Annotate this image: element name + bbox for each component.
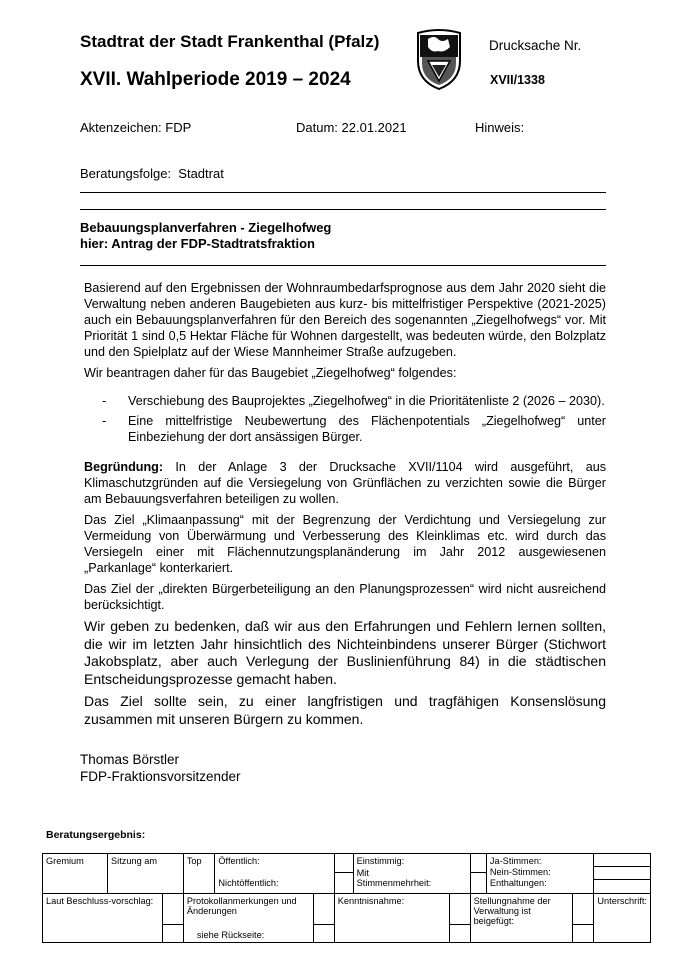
cell-top: Top [183, 854, 215, 894]
paragraph: Das Ziel sollte sein, zu einer langfristigen und tragfähigen Konsenslösung zusammen mit unseren Bürgern zu kommen. [84, 693, 606, 727]
cell-oeffentlich[interactable]: Öffentlich: Nichtöffentlich: [215, 854, 334, 894]
divider [80, 209, 606, 210]
cell-stellung[interactable]: Stellungnahme der Verwaltung ist beigefügt: [470, 894, 594, 943]
list-item: - Eine mittelfristige Neubewertung des Flächenpotentials „Ziegelhofweg“ unter Einbeziehung der dort ansässigen Bürger. [102, 414, 606, 444]
signer-role: FDP-Fraktionsvorsitzender [80, 769, 241, 784]
result-title: Beratungsergebnis: [46, 829, 146, 841]
doc-number: XVII/1338 [490, 73, 545, 87]
cell-protokoll[interactable]: Protokollanmerkungen und Änderungen siehe Rückseite: [183, 894, 334, 943]
cell-stimmen[interactable]: Ja-Stimmen: Nein-Stimmen: Enthaltungen: [486, 854, 593, 894]
signature [80, 751, 241, 785]
subject [80, 220, 331, 252]
body-text [84, 280, 606, 733]
list-item: - Verschiebung des Bauprojektes „Ziegelhofweg“ in die Prioritätenliste 2 (2026 – 2030). [102, 394, 605, 408]
doc-label: Drucksache Nr. [489, 38, 582, 53]
subject-line-2: hier: Antrag der FDP-Stadtratsfraktion [80, 236, 315, 251]
count-cell[interactable] [594, 854, 651, 894]
paragraph: Das Ziel „Klimaanpassung“ mit der Begrenzung der Verdichtung und Versiegelung zur Vermeidung von Überwärmung und Verbesserung des Kleinklimas etc. wird durch das Versiegeln einer mit Flächennutzungsplanänderung im Jahr 2012 ausgewiesenen „Parkanlage“ konterkariert. [84, 513, 606, 575]
subject-line-1: Bebauungsplanverfahren - Ziegelhofweg [80, 220, 332, 235]
cell-sitzung: Sitzung am [108, 854, 184, 894]
divider [80, 265, 606, 266]
cell-abstimmung[interactable]: Einstimmig: Mit Stimmenmehrheit: [353, 854, 470, 894]
beratungsfolge: Beratungsfolge: Stadtrat [80, 166, 224, 181]
paragraph: Wir geben zu bedenken, daß wir aus den Erfahrungen und Fehlern lernen sollten, die wir im letzten Jahr hinsichtlich des Nichteinbindens unserer Bürger (Stichwort Jakobsplatz, aber auch Verlegung der Buslinienführung 84) in die städtischen Entscheidungsprozesse gemacht haben. [84, 618, 606, 687]
reason-label: Begründung: [84, 460, 164, 474]
signer-name: Thomas Börstler [80, 752, 180, 767]
checkbox-cell[interactable] [334, 854, 353, 894]
period-title: XVII. Wahlperiode 2019 – 2024 [80, 69, 351, 90]
paragraph: Basierend auf den Ergebnissen der Wohnraumbedarfsprognose aus dem Jahr 2020 sieht die Verwaltung neben anderen Baugebieten aus kurz- bis mittelfristiger Perspektive (2021-2025) auch ein Bebauungsplanverfahren für den Bereich des sogenannten „Ziegelhofwegs“ vor. Mit Priorität 1 sind 0,5 Hektar Fläche für Wohnen dargestellt, was bedeuten würde, den Bolzplatz und den Spielplatz auf der Wiese Mannheimer Straße aufzugeben. [84, 281, 606, 359]
cell-gremium: Gremium [43, 854, 108, 894]
aktenzeichen: Aktenzeichen: FDP [80, 120, 192, 135]
result-table [42, 853, 651, 943]
hinweis: Hinweis: [475, 120, 525, 135]
paragraph: Wir beantragen daher für das Baugebiet „Ziegelhofweg“ folgendes: [84, 366, 457, 380]
divider [80, 192, 606, 193]
cell-kenntnis[interactable]: Kenntnisnahme: [334, 894, 470, 943]
checkbox-cell[interactable] [470, 854, 486, 894]
cell-laut[interactable]: Laut Beschluss-vorschlag: [43, 894, 184, 943]
datum: Datum: 22.01.2021 [296, 120, 407, 135]
cell-unterschrift[interactable]: Unterschrift: [594, 894, 651, 943]
council-title: Stadtrat der Stadt Frankenthal (Pfalz) [80, 32, 380, 51]
reason-paragraph: Begründung: In der Anlage 3 der Drucksache XVII/1104 wird ausgeführt, aus Klimaschutzgründen auf die Versiegelung von Grünflächen zu verzichten sowie die Bürger am Bebauungsverfahren beteiligen zu wollen. [84, 460, 606, 506]
coat-of-arms-seal [414, 27, 464, 91]
paragraph: Das Ziel der „direkten Bürgerbeteiligung an den Planungsprozessen“ wird nicht ausreichend berücksichtigt. [84, 582, 606, 612]
